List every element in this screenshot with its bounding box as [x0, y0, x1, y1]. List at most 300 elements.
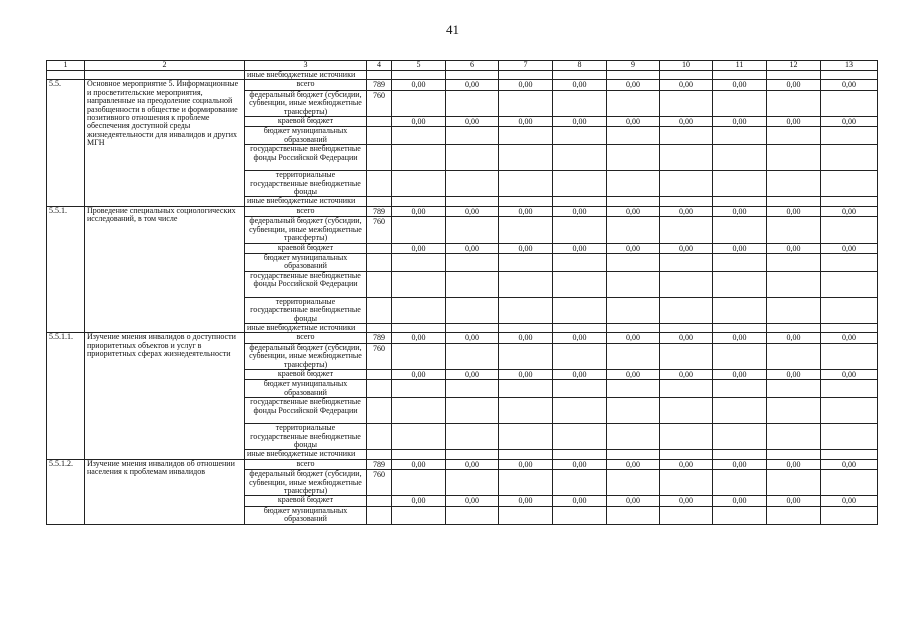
value-cell: [767, 271, 821, 297]
value-cell: [821, 171, 878, 197]
header-row: [47, 61, 878, 71]
budget-code: 789: [367, 206, 392, 216]
value-cell: [713, 217, 767, 243]
value-cell: 0,00: [821, 369, 878, 379]
value-cell: [553, 145, 607, 171]
value-cell: [821, 380, 878, 398]
header-cell: 7: [499, 61, 553, 71]
value-cell: [553, 380, 607, 398]
value-cell: [499, 398, 553, 424]
value-cell: 0,00: [499, 496, 553, 506]
budget-code: [367, 243, 392, 253]
value-cell: 0,00: [713, 243, 767, 253]
value-cell: 0,00: [660, 206, 713, 216]
value-cell: 0,00: [553, 459, 607, 469]
value-cell: [392, 90, 446, 116]
value-cell: [821, 90, 878, 116]
value-cell: [392, 398, 446, 424]
item-code: 5.5.: [47, 80, 85, 206]
value-cell: [713, 253, 767, 271]
value-cell: [392, 145, 446, 171]
source-label: иные внебюджетные источники: [245, 197, 367, 206]
value-cell: [446, 323, 499, 332]
source-label: бюджет муниципальных образований: [245, 127, 367, 145]
value-cell: [392, 343, 446, 369]
header-cell: 6: [446, 61, 499, 71]
value-cell: 0,00: [553, 243, 607, 253]
value-cell: [499, 323, 553, 332]
value-cell: [821, 217, 878, 243]
value-cell: 0,00: [392, 459, 446, 469]
budget-code: [367, 506, 392, 524]
value-cell: [713, 506, 767, 524]
value-cell: [499, 271, 553, 297]
item-code: 5.5.1.2.: [47, 459, 85, 524]
header-cell: 5: [392, 61, 446, 71]
value-cell: [392, 424, 446, 450]
source-label: краевой бюджет: [245, 369, 367, 379]
value-cell: 0,00: [499, 333, 553, 343]
value-cell: [607, 127, 660, 145]
source-label: бюджет муниципальных образований: [245, 253, 367, 271]
value-cell: [660, 271, 713, 297]
table-row: [47, 333, 878, 343]
value-cell: [821, 398, 878, 424]
value-cell: 0,00: [821, 333, 878, 343]
value-cell: 0,00: [713, 80, 767, 90]
value-cell: 0,00: [713, 496, 767, 506]
value-cell: [553, 470, 607, 496]
value-cell: 0,00: [446, 206, 499, 216]
value-cell: [767, 470, 821, 496]
value-cell: [660, 127, 713, 145]
value-cell: [553, 127, 607, 145]
value-cell: 0,00: [446, 80, 499, 90]
budget-code: [367, 496, 392, 506]
value-cell: [767, 380, 821, 398]
value-cell: 0,00: [660, 117, 713, 127]
value-cell: [821, 145, 878, 171]
value-cell: [499, 253, 553, 271]
value-cell: 0,00: [446, 117, 499, 127]
value-cell: [392, 323, 446, 332]
value-cell: 0,00: [660, 496, 713, 506]
value-cell: [767, 171, 821, 197]
value-cell: [607, 424, 660, 450]
value-cell: [446, 127, 499, 145]
value-cell: [767, 145, 821, 171]
value-cell: 0,00: [767, 496, 821, 506]
value-cell: [607, 470, 660, 496]
value-cell: 0,00: [392, 496, 446, 506]
value-cell: 0,00: [660, 333, 713, 343]
value-cell: [392, 197, 446, 206]
source-label: всего: [245, 206, 367, 216]
budget-code: [367, 297, 392, 323]
value-cell: 0,00: [607, 243, 660, 253]
budget-code: [367, 145, 392, 171]
value-cell: [767, 506, 821, 524]
value-cell: [392, 127, 446, 145]
value-cell: [499, 171, 553, 197]
table-body: [47, 61, 878, 525]
value-cell: [607, 171, 660, 197]
value-cell: 0,00: [553, 369, 607, 379]
value-cell: 0,00: [607, 206, 660, 216]
value-cell: 0,00: [821, 459, 878, 469]
value-cell: [713, 171, 767, 197]
value-cell: 0,00: [553, 80, 607, 90]
value-cell: 0,00: [713, 333, 767, 343]
value-cell: [446, 398, 499, 424]
source-label: государственные внебюджетные фонды Российской Федерации: [245, 398, 367, 424]
value-cell: [446, 171, 499, 197]
item-title: Проведение специальных социологических исследований, в том числе: [85, 206, 245, 332]
source-label: бюджет муниципальных образований: [245, 506, 367, 524]
value-cell: [553, 90, 607, 116]
value-cell: [607, 271, 660, 297]
value-cell: [713, 398, 767, 424]
value-cell: [713, 297, 767, 323]
value-cell: 0,00: [821, 117, 878, 127]
value-cell: 0,00: [713, 369, 767, 379]
value-cell: [499, 297, 553, 323]
value-cell: [713, 271, 767, 297]
value-cell: [392, 380, 446, 398]
source-label: иные внебюджетные источники: [245, 450, 367, 459]
budget-code: [367, 450, 392, 459]
value-cell: 0,00: [446, 369, 499, 379]
value-cell: [499, 217, 553, 243]
value-cell: 0,00: [499, 117, 553, 127]
budget-code: [367, 197, 392, 206]
value-cell: [392, 271, 446, 297]
budget-code: [367, 323, 392, 332]
value-cell: 0,00: [499, 243, 553, 253]
value-cell: [660, 424, 713, 450]
value-cell: [660, 253, 713, 271]
value-cell: [392, 171, 446, 197]
value-cell: [607, 90, 660, 116]
value-cell: [499, 450, 553, 459]
item-title: Изучение мнения инвалидов об отношении населения к проблемам инвалидов: [85, 459, 245, 524]
value-cell: [446, 506, 499, 524]
budget-code: [367, 127, 392, 145]
value-cell: [767, 253, 821, 271]
value-cell: [821, 470, 878, 496]
value-cell: 0,00: [713, 117, 767, 127]
source-label: краевой бюджет: [245, 117, 367, 127]
header-cell: 12: [767, 61, 821, 71]
value-cell: [446, 271, 499, 297]
value-cell: [607, 145, 660, 171]
header-cell: 10: [660, 61, 713, 71]
value-cell: 0,00: [660, 243, 713, 253]
value-cell: 0,00: [392, 80, 446, 90]
value-cell: [499, 145, 553, 171]
value-cell: [553, 297, 607, 323]
value-cell: [392, 297, 446, 323]
value-cell: [392, 450, 446, 459]
page-number: 41: [446, 22, 459, 37]
budget-table: [46, 60, 878, 525]
value-cell: [607, 398, 660, 424]
item-title: Основное мероприятие 5. Информационные и просветительские мероприятия, направленные на преодоление социальной разобщенности в обществе и формирование позитивного отношения к проблеме обеспечения доступной среды жизнедеятельности для инвалидов и других МГН: [85, 80, 245, 206]
header-cell: 9: [607, 61, 660, 71]
header-cell: 2: [85, 61, 245, 71]
value-cell: [713, 197, 767, 206]
value-cell: 0,00: [446, 333, 499, 343]
budget-code: 760: [367, 470, 392, 496]
value-cell: [767, 424, 821, 450]
value-cell: [660, 197, 713, 206]
value-cell: [446, 217, 499, 243]
value-cell: 0,00: [821, 80, 878, 90]
value-cell: [660, 506, 713, 524]
value-cell: [821, 506, 878, 524]
value-cell: [392, 470, 446, 496]
value-cell: [713, 424, 767, 450]
value-cell: [553, 506, 607, 524]
value-cell: 0,00: [767, 80, 821, 90]
value-cell: [446, 343, 499, 369]
value-cell: [767, 197, 821, 206]
value-cell: [553, 450, 607, 459]
table-row: [47, 206, 878, 216]
value-cell: [607, 343, 660, 369]
header-cell: 4: [367, 61, 392, 71]
value-cell: [607, 197, 660, 206]
value-cell: [767, 127, 821, 145]
source-label: иные внебюджетные источники: [245, 323, 367, 332]
value-cell: 0,00: [660, 80, 713, 90]
value-cell: [821, 127, 878, 145]
value-cell: [713, 90, 767, 116]
budget-code: 789: [367, 333, 392, 343]
item-code: 5.5.1.1.: [47, 333, 85, 459]
value-cell: [713, 145, 767, 171]
value-cell: [553, 217, 607, 243]
value-cell: [821, 424, 878, 450]
value-cell: [553, 171, 607, 197]
value-cell: 0,00: [392, 369, 446, 379]
source-label: иные внебюджетные источники: [245, 71, 367, 80]
value-cell: [553, 197, 607, 206]
budget-code: [367, 171, 392, 197]
value-cell: [660, 323, 713, 332]
value-cell: [660, 343, 713, 369]
source-label: территориальные государственные внебюджетные фонды: [245, 297, 367, 323]
source-label: федеральный бюджет (субсидии, субвенции, иные межбюджетные трансферты): [245, 217, 367, 243]
value-cell: 0,00: [446, 459, 499, 469]
value-cell: 0,00: [713, 459, 767, 469]
header-cell: 11: [713, 61, 767, 71]
value-cell: [446, 90, 499, 116]
value-cell: [821, 323, 878, 332]
source-label: всего: [245, 459, 367, 469]
budget-code: 760: [367, 343, 392, 369]
value-cell: [446, 145, 499, 171]
source-label: краевой бюджет: [245, 496, 367, 506]
value-cell: [607, 380, 660, 398]
source-label: бюджет муниципальных образований: [245, 380, 367, 398]
value-cell: 0,00: [392, 117, 446, 127]
value-cell: 0,00: [767, 459, 821, 469]
value-cell: [767, 450, 821, 459]
value-cell: [660, 90, 713, 116]
header-cell: 3: [245, 61, 367, 71]
value-cell: [660, 145, 713, 171]
header-cell: 1: [47, 61, 85, 71]
item-code: 5.5.1.: [47, 206, 85, 332]
table-row: [47, 459, 878, 469]
budget-code: [367, 424, 392, 450]
value-cell: 0,00: [392, 243, 446, 253]
value-cell: 0,00: [821, 206, 878, 216]
value-cell: [660, 398, 713, 424]
header-cell: 8: [553, 61, 607, 71]
value-cell: [767, 90, 821, 116]
value-cell: [446, 470, 499, 496]
value-cell: [713, 343, 767, 369]
value-cell: [821, 450, 878, 459]
source-label: территориальные государственные внебюджетные фонды: [245, 171, 367, 197]
header-cell: 13: [821, 61, 878, 71]
value-cell: [607, 253, 660, 271]
value-cell: 0,00: [607, 80, 660, 90]
budget-code: [367, 369, 392, 379]
value-cell: [821, 271, 878, 297]
value-cell: [499, 470, 553, 496]
value-cell: [553, 398, 607, 424]
value-cell: 0,00: [607, 333, 660, 343]
value-cell: [821, 297, 878, 323]
value-cell: [660, 470, 713, 496]
value-cell: 0,00: [767, 206, 821, 216]
value-cell: 0,00: [713, 206, 767, 216]
value-cell: [713, 380, 767, 398]
table-row: [47, 80, 878, 90]
value-cell: 0,00: [553, 206, 607, 216]
source-label: государственные внебюджетные фонды Российской Федерации: [245, 271, 367, 297]
budget-code: [367, 380, 392, 398]
source-label: федеральный бюджет (субсидии, субвенции, иные межбюджетные трансферты): [245, 90, 367, 116]
value-cell: 0,00: [607, 117, 660, 127]
budget-code: 789: [367, 80, 392, 90]
value-cell: [660, 450, 713, 459]
value-cell: [767, 343, 821, 369]
value-cell: [392, 253, 446, 271]
value-cell: 0,00: [553, 496, 607, 506]
value-cell: [446, 450, 499, 459]
budget-code: [367, 398, 392, 424]
value-cell: 0,00: [767, 369, 821, 379]
value-cell: 0,00: [767, 333, 821, 343]
value-cell: 0,00: [821, 496, 878, 506]
value-cell: 0,00: [446, 496, 499, 506]
source-label: федеральный бюджет (субсидии, субвенции, иные межбюджетные трансферты): [245, 343, 367, 369]
budget-code: [367, 117, 392, 127]
item-title: Изучение мнения инвалидов о доступности приоритетных объектов и услуг в приоритетных сферах жизнедеятельности: [85, 333, 245, 459]
value-cell: 0,00: [607, 369, 660, 379]
value-cell: [660, 217, 713, 243]
value-cell: [392, 217, 446, 243]
value-cell: [553, 323, 607, 332]
value-cell: 0,00: [821, 243, 878, 253]
value-cell: [607, 217, 660, 243]
value-cell: 0,00: [446, 243, 499, 253]
value-cell: 0,00: [392, 333, 446, 343]
value-cell: [821, 197, 878, 206]
value-cell: [660, 380, 713, 398]
value-cell: [821, 343, 878, 369]
value-cell: [392, 506, 446, 524]
value-cell: [446, 424, 499, 450]
value-cell: 0,00: [660, 369, 713, 379]
value-cell: [607, 323, 660, 332]
value-cell: 0,00: [499, 369, 553, 379]
value-cell: 0,00: [607, 459, 660, 469]
source-label: федеральный бюджет (субсидии, субвенции, иные межбюджетные трансферты): [245, 470, 367, 496]
value-cell: [499, 506, 553, 524]
value-cell: [446, 297, 499, 323]
value-cell: 0,00: [499, 206, 553, 216]
carryover-row: [47, 71, 878, 80]
source-label: всего: [245, 80, 367, 90]
value-cell: [607, 450, 660, 459]
value-cell: [713, 470, 767, 496]
value-cell: [713, 323, 767, 332]
value-cell: [446, 380, 499, 398]
value-cell: 0,00: [607, 496, 660, 506]
value-cell: 0,00: [767, 243, 821, 253]
value-cell: [499, 127, 553, 145]
budget-code: [367, 253, 392, 271]
value-cell: 0,00: [660, 459, 713, 469]
value-cell: [607, 506, 660, 524]
budget-code: 789: [367, 459, 392, 469]
value-cell: [446, 197, 499, 206]
value-cell: 0,00: [392, 206, 446, 216]
value-cell: 0,00: [553, 117, 607, 127]
value-cell: 0,00: [499, 459, 553, 469]
value-cell: [499, 380, 553, 398]
value-cell: 0,00: [499, 80, 553, 90]
value-cell: [553, 424, 607, 450]
value-cell: [660, 171, 713, 197]
value-cell: 0,00: [767, 117, 821, 127]
value-cell: [767, 398, 821, 424]
source-label: государственные внебюджетные фонды Российской Федерации: [245, 145, 367, 171]
value-cell: [553, 343, 607, 369]
value-cell: [660, 297, 713, 323]
value-cell: [553, 253, 607, 271]
value-cell: [821, 253, 878, 271]
value-cell: [499, 197, 553, 206]
source-label: краевой бюджет: [245, 243, 367, 253]
value-cell: [607, 297, 660, 323]
value-cell: [767, 323, 821, 332]
value-cell: [499, 424, 553, 450]
value-cell: [499, 90, 553, 116]
value-cell: [767, 297, 821, 323]
budget-code: 760: [367, 217, 392, 243]
budget-code: [367, 271, 392, 297]
budget-code: 760: [367, 90, 392, 116]
value-cell: [499, 343, 553, 369]
value-cell: [446, 253, 499, 271]
value-cell: 0,00: [553, 333, 607, 343]
